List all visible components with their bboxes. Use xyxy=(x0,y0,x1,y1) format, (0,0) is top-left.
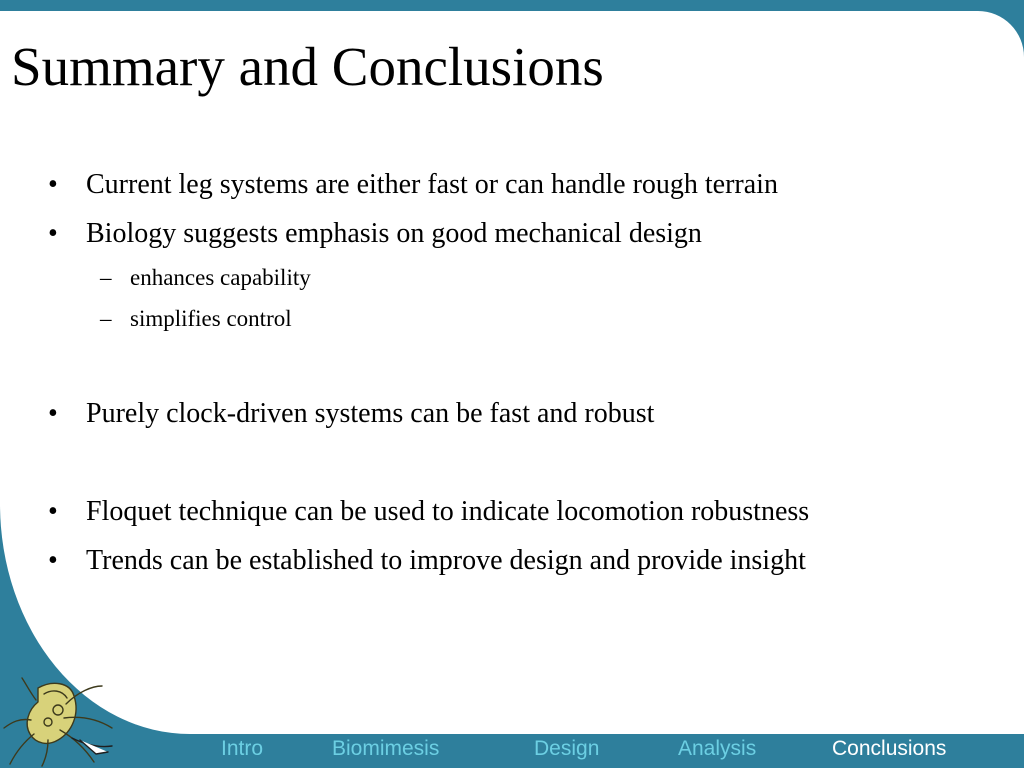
bullet-text: Current leg systems are either fast or can handle rough terrain xyxy=(86,169,778,200)
nav-intro[interactable]: Intro xyxy=(221,737,264,760)
bullet-mark: • xyxy=(48,496,58,527)
bullet-text: Trends can be established to improve design and provide insight xyxy=(86,545,806,576)
bullet-mark: • xyxy=(48,169,58,200)
nav-analysis[interactable]: Analysis xyxy=(678,737,757,760)
sub-bullet-text: enhances capability xyxy=(130,265,311,290)
bullet-mark: • xyxy=(48,218,58,249)
bullet-text: Purely clock-driven systems can be fast and robust xyxy=(86,398,655,429)
sub-bullet-mark: – xyxy=(100,306,112,331)
nav-conclusions[interactable]: Conclusions xyxy=(832,737,947,760)
sub-bullet-mark: – xyxy=(100,265,112,290)
bullet-text: Floquet technique can be used to indicate locomotion robustness xyxy=(86,496,810,527)
nav-design[interactable]: Design xyxy=(534,737,600,760)
bullet-text: Biology suggests emphasis on good mechanical design xyxy=(86,218,702,249)
nav-biomimesis[interactable]: Biomimesis xyxy=(332,737,440,760)
bullet-mark: • xyxy=(48,545,58,576)
bullet-mark: • xyxy=(48,398,58,429)
slide-title: Summary and Conclusions xyxy=(11,36,604,97)
sub-bullet-text: simplifies control xyxy=(130,306,292,331)
section-nav xyxy=(0,734,1024,768)
